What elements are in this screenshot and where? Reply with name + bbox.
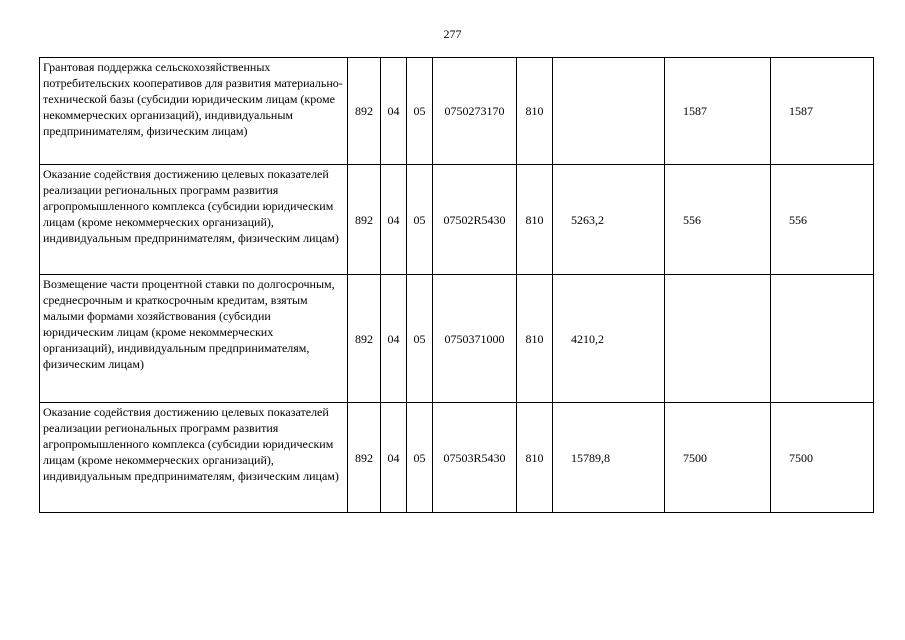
section-code: 04 [381, 403, 407, 513]
target-article-code: 07502R5430 [433, 165, 517, 275]
target-article-code: 07503R5430 [433, 403, 517, 513]
ministry-code: 892 [348, 275, 381, 403]
amount-year-1: 4210,2 [553, 275, 665, 403]
table-row [40, 165, 874, 275]
amount-year-2: 556 [665, 165, 771, 275]
row-description: Грантовая поддержка сельскохозяйственных потребительских кооперативов для развития материально-технической базы (субсидии юридическим лицам (кроме некоммерческих организаций), индивидуальным предпринимателям, физическим лицам) [40, 58, 348, 165]
amount-year-1: 15789,8 [553, 403, 665, 513]
budget-table [39, 57, 874, 513]
table-row [40, 275, 874, 403]
amount-year-3: 7500 [771, 403, 874, 513]
ministry-code: 892 [348, 165, 381, 275]
table-row [40, 403, 874, 513]
row-description: Оказание содействия достижению целевых показателей реализации региональных программ развития агропромышленного комплекса (субсидии юридическим лицам (кроме некоммерческих организаций), индивидуальным предпринимателям, физическим лицам) [40, 403, 348, 513]
row-description: Возмещение части процентной ставки по долгосрочным, среднесрочным и краткосрочным кредитам, взятым малыми формами хозяйствования (субсидии юридическим лицам (кроме некоммерческих организаций), индивидуальным предпринимателям, физическим лицам) [40, 275, 348, 403]
expense-type-code: 810 [517, 165, 553, 275]
amount-year-2: 1587 [665, 58, 771, 165]
amount-year-1 [553, 58, 665, 165]
section-code: 04 [381, 58, 407, 165]
amount-year-1: 5263,2 [553, 165, 665, 275]
subsection-code: 05 [407, 58, 433, 165]
amount-year-3: 1587 [771, 58, 874, 165]
amount-year-2 [665, 275, 771, 403]
ministry-code: 892 [348, 58, 381, 165]
section-code: 04 [381, 165, 407, 275]
amount-year-3: 556 [771, 165, 874, 275]
target-article-code: 0750273170 [433, 58, 517, 165]
subsection-code: 05 [407, 403, 433, 513]
page-number: 277 [443, 27, 462, 41]
target-article-code: 0750371000 [433, 275, 517, 403]
subsection-code: 05 [407, 275, 433, 403]
section-code: 04 [381, 275, 407, 403]
expense-type-code: 810 [517, 403, 553, 513]
expense-type-code: 810 [517, 58, 553, 165]
row-description: Оказание содействия достижению целевых показателей реализации региональных программ развития агропромышленного комплекса (субсидии юридическим лицам (кроме некоммерческих организаций), индивидуальным предпринимателям, физическим лицам) [40, 165, 348, 275]
amount-year-2: 7500 [665, 403, 771, 513]
ministry-code: 892 [348, 403, 381, 513]
amount-year-3 [771, 275, 874, 403]
expense-type-code: 810 [517, 275, 553, 403]
subsection-code: 05 [407, 165, 433, 275]
table-row [40, 58, 874, 165]
